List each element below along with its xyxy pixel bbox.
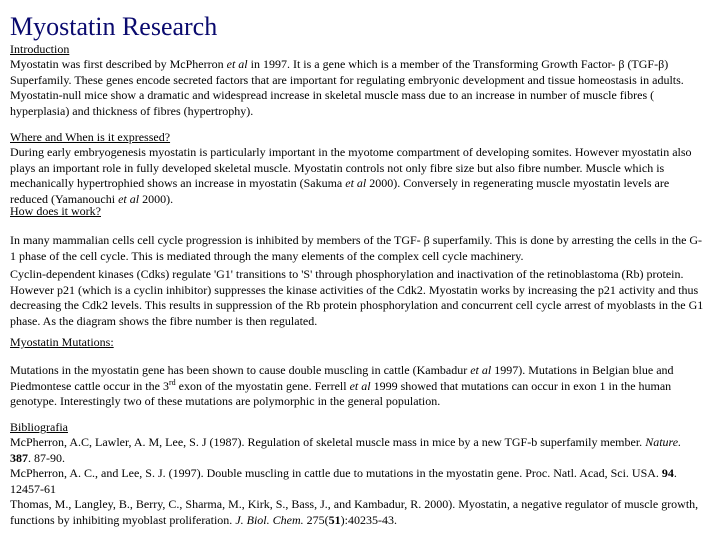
expression-heading: Where and When is it expressed? (10, 130, 171, 144)
mutations-heading: Myostatin Mutations: (10, 335, 114, 349)
expression-text-3: 2000). (139, 191, 174, 206)
introduction-text-2: in 1997. It is a gene which is a member of the Transforming Growth Factor- β (TGF-β) Superfamily. These genes encode secreted factors that are important for regulating embryonic development and tissue homeostasis in adults. Myostatin-null mice show a dramatic and widespread increase in skeletal muscle mass due to an increase in number of muscle fibres ( hyperplasia) and thickness of fibres (hypertrophy). (10, 57, 684, 118)
mechanism-paragraph-2: Cyclin-dependent kinases (Cdks) regulate 'G1' transitions to 'S' through phosphorylation and inactivation of the retinoblastoma (Rb) protein. However p21 (which is a cyclin inhibitor) suppresses the kinase activities of the Cdk2. Myostatin works by increasing the p21 activity and thus decreasing the Cdk2 levels. This results in suppression of the Rb protein phosphorylation and concurrent cell cycle arrest of myoblasts in the G1 phase. As the diagram shows the fibre number is then regulated. (10, 267, 704, 328)
reference-1-volume: 387 (10, 450, 28, 465)
mutations-paragraph (10, 363, 704, 410)
introduction-heading: Introduction (10, 42, 70, 56)
expression-et-al-2: et al (118, 191, 140, 206)
reference-2 (10, 466, 704, 497)
mechanism-heading: How does it work? (10, 204, 101, 218)
mutations-et-al-2: et al (349, 378, 371, 393)
mechanism-paragraph-1: In many mammalian cells cell cycle progression is inhibited by members of the TGF- β superfamily. This is done by arresting the cells in the G-1 phase of the cell cycle. This is mediated through the many elements of the complex cell cycle machinery. (10, 233, 703, 263)
expression-et-al-1: et al (345, 176, 367, 190)
mutations-text-2: 1997). Mutations in Belgian blue and Piedmontese cattle occur in the 3 (10, 363, 674, 393)
mutations-text-1: Mutations in the myostatin gene has been shown to cause double muscling in cattle (Kambadur (10, 363, 471, 377)
mutations-superscript: rd (168, 377, 176, 387)
introduction-paragraph (10, 57, 704, 119)
expression-paragraph (10, 145, 704, 207)
mutations-text-3: exon of the myostatin gene. Ferrell (175, 378, 350, 393)
mutations-et-al-1: et al (470, 363, 492, 377)
reference-3-issue: 51 (328, 512, 341, 527)
expression-text-2: 2000). Conversely in regenerating muscle myostatin levels are reduced (Yamanouchi (10, 176, 670, 206)
reference-3 (10, 497, 704, 528)
reference-1 (10, 435, 704, 466)
expression-text-1: During early embryogenesis myostatin is particularly important in the myotome compartment of developing somites. However myostatin also plays an important role in fully developed skeletal muscle. Myostatin controls not only fibre size but also fibre number. Muscle which is mechanically hypertrophied shows an increase in myostatin (Sakuma (10, 145, 692, 190)
reference-2-pages: . 12457-61 (10, 466, 677, 496)
reference-3-volume: 275( (303, 512, 329, 527)
mutations-text-4: 1999 showed that mutations can occur in exon 1 in the human genotype. Interestingly two of these mutations are polymorphic in the general population. (10, 378, 672, 408)
reference-3-text: Thomas, M., Langley, B., Berry, C., Sharma, M., Kirk, S., Bass, J., and Kambadur, R. 2000). Myostatin, a negative regulator of muscle growth, functions by inhibiting myoblast proliferation. (10, 497, 699, 527)
reference-2-text: McPherron, A. C., and Lee, S. J. (1997). Double muscling in cattle due to mutations in the myostatin gene. Proc. Natl. Acad, Sci. USA. (10, 466, 662, 480)
introduction-text-1: Myostatin was first described by McPherron (10, 57, 227, 71)
introduction-et-al: et al (226, 57, 248, 71)
bibliography-heading: Bibliografia (10, 420, 68, 434)
reference-1-pages: . 87-90. (28, 450, 65, 465)
reference-3-pages: ):40235-43. (340, 512, 397, 527)
reference-2-volume: 94 (661, 466, 674, 480)
reference-3-journal: J. Biol. Chem. (235, 512, 304, 527)
reference-1-text: McPherron, A.C, Lawler, A. M, Lee, S. J (1987). Regulation of skeletal muscle mass in mice by a new TGF-b superfamily member. (10, 435, 646, 449)
page-title: Myostatin Research (10, 12, 218, 41)
reference-1-journal: Nature. (645, 435, 682, 449)
